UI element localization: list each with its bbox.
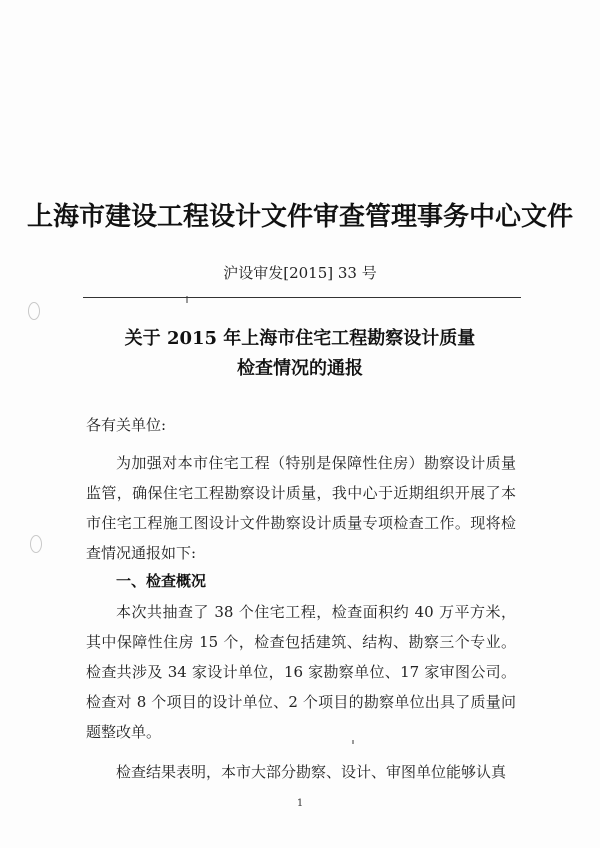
document-header-title: 上海市建设工程设计文件审查管理事务中心文件 [26,202,573,232]
paragraph-inspection-overview: 本次共抽查了 38 个住宅工程，检查面积约 40 万平方米，其中保障性住房 15 个，检查包括建筑、结构、勘察三个专业。检查共涉及 34 家设计单位，16 家勘察单位、17 家审图公司。检查对 8 个项目的设计单位、2 个项目的勘察单位出具了质量问题整改单。 [86,603,516,741]
paragraph-inspection-results: 检查结果表明，本市大部分勘察、设计、审图单位能够认真 [116,763,507,781]
paragraph-introduction: 为加强对本市住宅工程（特别是保障性住房）勘察设计质量监管，确保住宅工程勘察设计质量，我中心于近期组织开展了本市住宅工程施工图设计文件勘察设计质量专项检查工作。现将检查情况通报如下: [86,454,516,562]
header-divider [83,297,521,298]
salutation: 各有关单位: [86,416,167,434]
punch-hole-mark [28,302,40,320]
page-number: 1 [296,798,304,809]
notice-title-line-1: 关于 2015 年上海市住宅工程勘察设计质量 [124,328,476,349]
section-heading-inspection-overview: 一、检查概况 [116,572,207,590]
punch-hole-mark [30,535,42,553]
document-number: 沪设审发[2015] 33 号 [223,264,377,282]
notice-title-line-2: 检查情况的通报 [237,358,363,379]
